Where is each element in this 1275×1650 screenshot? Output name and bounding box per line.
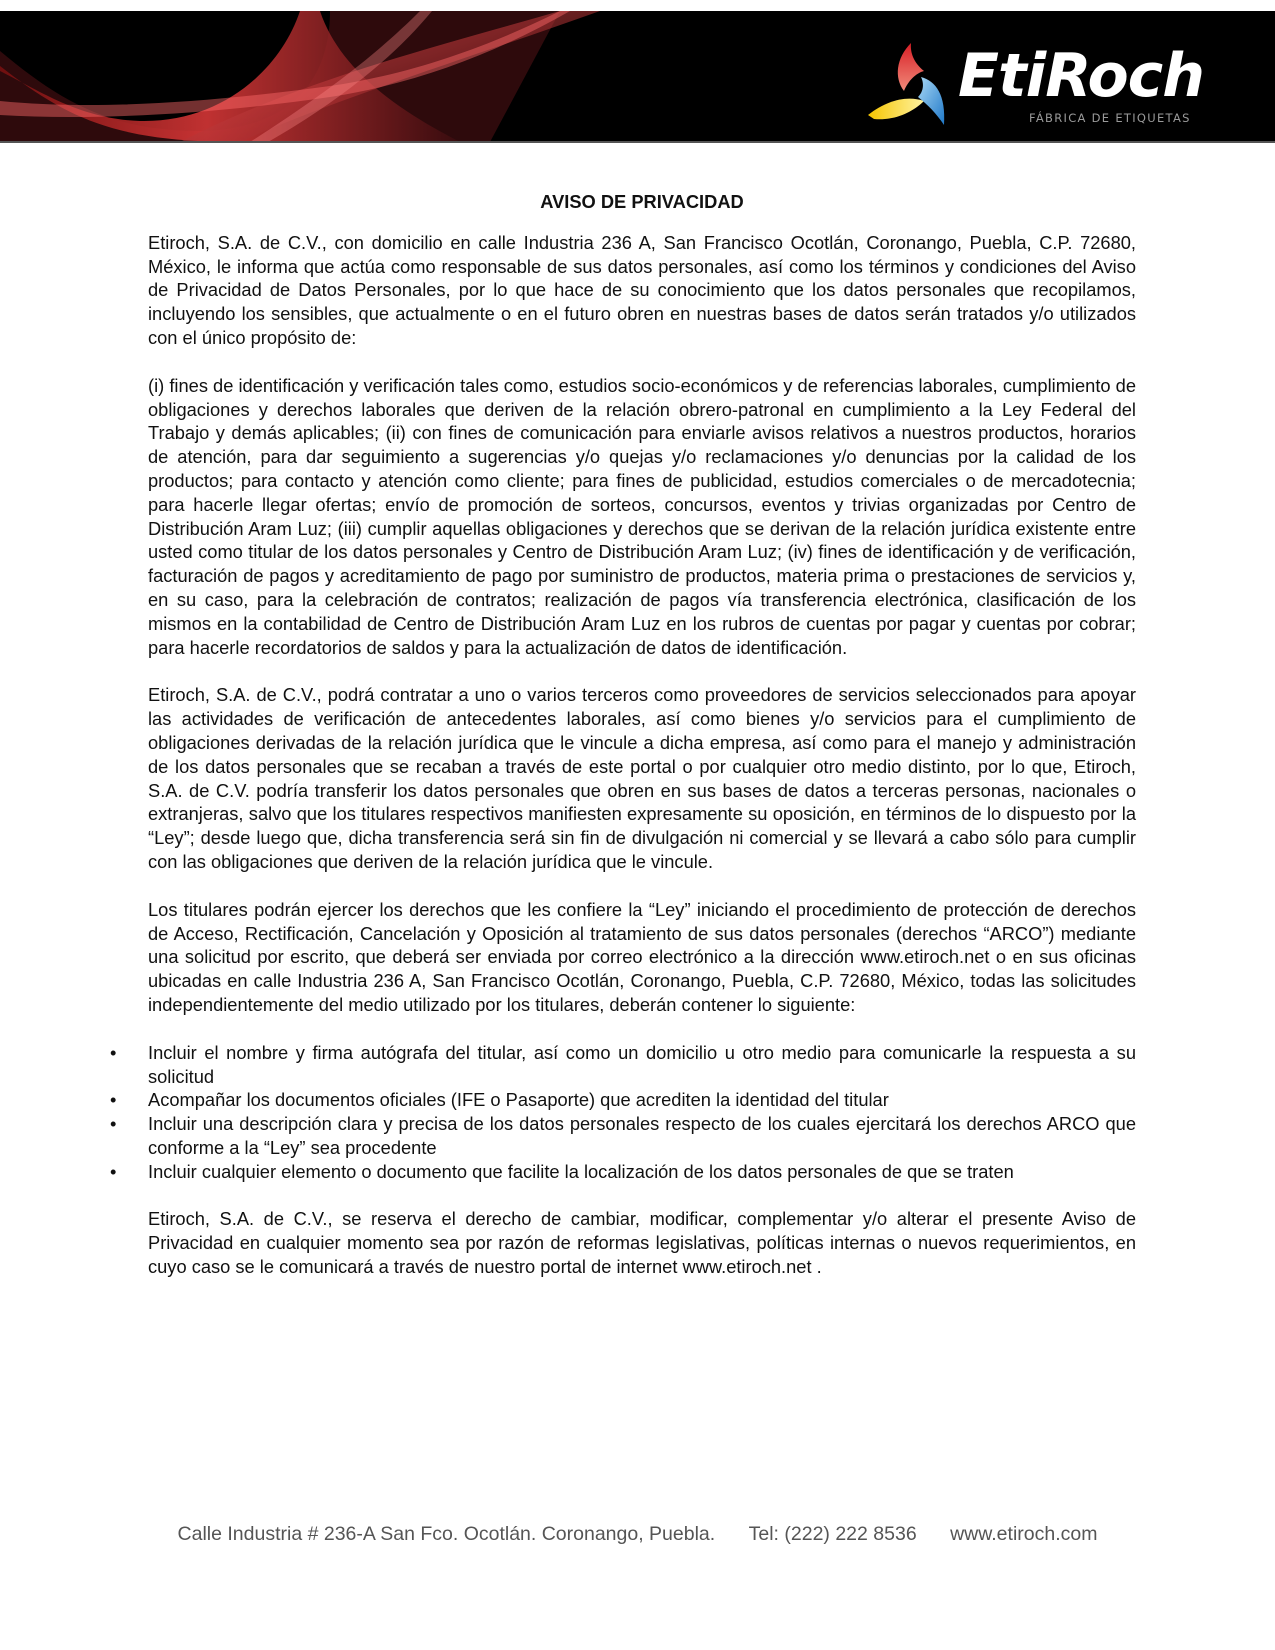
requirements-list <box>108 1041 1136 1184</box>
bullet-icon: • <box>110 1113 117 1135</box>
page-footer <box>0 1523 1275 1546</box>
pinwheel-logo-icon <box>866 33 966 133</box>
footer-phone: Tel: (222) 222 8536 <box>748 1523 917 1545</box>
list-item-text: Incluir cualquier elemento o documento que facilite la localización de los datos personales de que se traten <box>148 1160 1014 1182</box>
list-item <box>108 1041 1136 1089</box>
paragraph-intro: Etiroch, S.A. de C.V., con domicilio en calle Industria 236 A, San Francisco Ocotlán, Coronango, Puebla, C.P. 72680, México, le informa que actúa como responsable de sus datos personales, así como los términos y condiciones del Aviso de Privacidad de Datos Personales, por lo que hace de su conocimiento que los datos personales que recopilamos, incluyendo los sensibles, que actualmente o en el futuro obren en nuestras bases de datos serán tratados y/o utilizados con el único propósito de: <box>148 231 1136 348</box>
list-item <box>108 1088 1136 1112</box>
footer-address: Calle Industria # 236-A San Fco. Ocotlán. Coronango, Puebla. <box>177 1523 716 1545</box>
list-item <box>108 1112 1136 1160</box>
bullet-icon: • <box>110 1041 117 1063</box>
list-item-text: Incluir una descripción clara y precisa de los datos personales respecto de los cuales ejercitará los derechos ARCO que conforme a la “Ley” sea procedente <box>148 1113 1136 1158</box>
document-title: AVISO DE PRIVACIDAD <box>540 191 744 212</box>
paragraph-purposes: (i) fines de identificación y verificación tales como, estudios socio-económicos y de referencias laborales, cumplimiento de obligaciones y derechos laborales que deriven de la relación obrero-patronal en cumplimiento a la Ley Federal del Trabajo y demás aplicables; (ii) con fines de comunicación para enviarle avisos relativos a nuestros productos, horarios de atención, para dar seguimiento a sugerencias y/o quejas y/o reclamaciones y/o denuncias por la calidad de los productos; para contacto y atención como cliente; para fines de publicidad, estudios comerciales o de mercadotecnia; para hacerle llegar ofertas; envío de promoción de sorteos, concursos, eventos y trivias organizadas por Centro de Distribución Aram Luz; (iii) cumplir aquellas obligaciones y derechos que se derivan de la relación jurídica existente entre usted como titular de los datos personales y Centro de Distribución Aram Luz; (iv) fines de identificación y de verificación, facturación de pagos y acreditamiento de pago por suministro de productos, materia prima o prestaciones de servicios y, en su caso, para la celebración de contratos; realización de pagos vía transferencia electrónica, clasificación de los mismos en la contabilidad de Centro de Distribución Aram Luz en los rubros de cuentas por pagar y cuentas por cobrar; para hacerle recordatorios de saldos y para la actualización de datos de identificación. <box>148 374 1136 658</box>
bullet-icon: • <box>110 1089 117 1111</box>
list-item-text: Incluir el nombre y firma autógrafa del titular, así como un domicilio u otro medio para comunicarle la respuesta a su solicitud <box>148 1041 1136 1087</box>
footer-website: www.etiroch.com <box>950 1523 1098 1545</box>
paragraph-arco-rights: Los titulares podrán ejercer los derechos que les confiere la “Ley” iniciando el procedimiento de protección de derechos de Acceso, Rectificación, Cancelación y Oposición al tratamiento de sus datos personales (derechos “ARCO”) mediante una solicitud por escrito, que deberá ser enviada por correo electrónico a la dirección www.etiroch.net o en sus oficinas ubicadas en calle Industria 236 A, San Francisco Ocotlán, Coronango, Puebla, C.P. 72680, México, todas las solicitudes independientemente del medio utilizado por los titulares, deberán contener lo siguiente: <box>148 898 1136 1015</box>
header-banner <box>0 11 1275 142</box>
paragraph-closing: Etiroch, S.A. de C.V., se reserva el derecho de cambiar, modificar, complementar y/o alterar el presente Aviso de Privacidad en cualquier momento sea por razón de reformas legislativas, políticas internas o nuevos requerimientos, en cuyo caso se le comunicará a través de nuestro portal de internet www.etiroch.net . <box>148 1208 1136 1278</box>
list-item-text: Acompañar los documentos oficiales (IFE o Pasaporte) que acrediten la identidad del titular <box>148 1089 889 1111</box>
banner-divider <box>0 141 1275 143</box>
bullet-icon: • <box>110 1160 117 1182</box>
etiroch-logo <box>866 33 1206 142</box>
brand-name: EtiRoch <box>958 41 1204 111</box>
list-item <box>108 1160 1136 1184</box>
brand-tagline: FÁBRICA DE ETIQUETAS <box>1029 111 1191 125</box>
privacy-notice-document <box>110 190 1136 1303</box>
paragraph-third-parties: Etiroch, S.A. de C.V., podrá contratar a uno o varios terceros como proveedores de servicios seleccionados para apoyar las actividades de verificación de antecedentes laborales, así como bienes y/o servicios para el cumplimiento de obligaciones derivadas de la relación jurídica que le vincule a dicha empresa, así como para el manejo y administración de los datos personales que se recaban a través de este portal o por cualquier otro medio distinto, por lo que, Etiroch, S.A. de C.V. podría transferir los datos personales que obren en sus bases de datos a terceras personas, nacionales o extranjeras, salvo que los titulares respectivos manifiesten expresamente su oposición, en términos de lo dispuesto por la “Ley”; desde luego que, dicha transferencia será sin fin de divulgación ni comercial y se llevará a cabo sólo para cumplir con las obligaciones que deriven de la relación jurídica que le vincule. <box>148 684 1136 872</box>
